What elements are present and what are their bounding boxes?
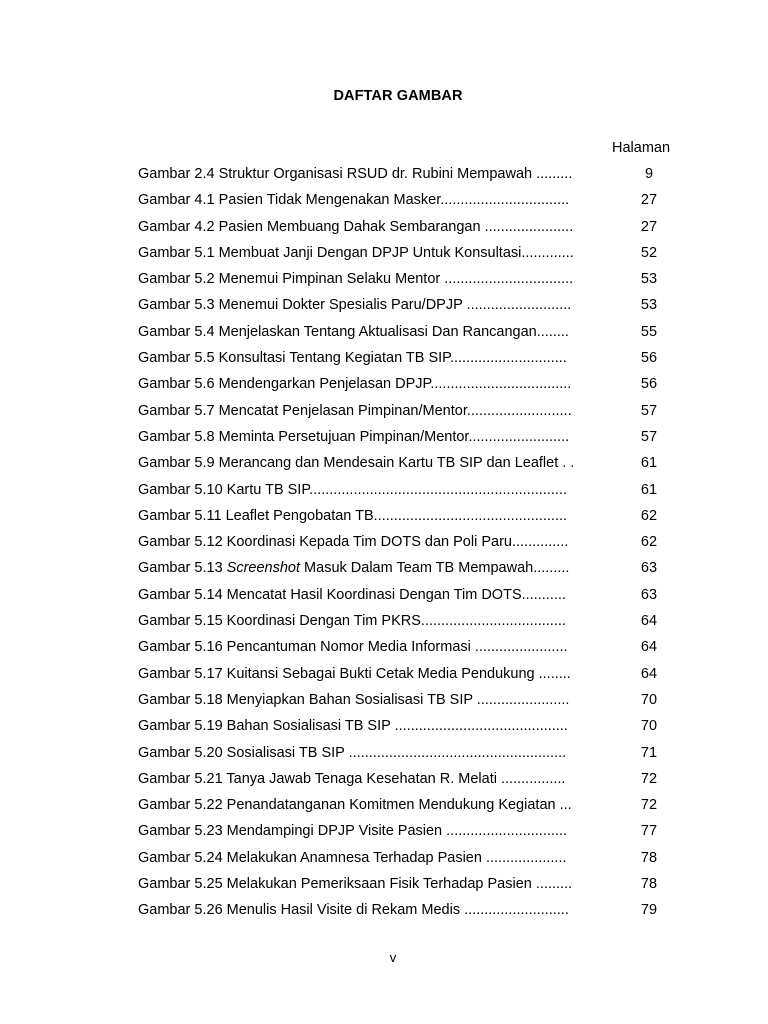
list-item bbox=[138, 688, 678, 714]
figure-caption-text: Gambar 5.2 Menemui Pimpinan Selaku Mentor ................................ bbox=[138, 271, 574, 288]
figure-caption-text: Gambar 5.15 Koordinasi Dengan Tim PKRS.................................... bbox=[138, 613, 566, 630]
list-item bbox=[138, 662, 678, 688]
list-item bbox=[138, 451, 678, 477]
figure-page-number: 56 bbox=[640, 376, 658, 393]
figure-caption bbox=[138, 188, 604, 212]
figure-page-number: 9 bbox=[644, 166, 654, 182]
figure-caption-text: Gambar 5.25 Melakukan Pemeriksaan Fisik Terhadap Pasien ......... bbox=[138, 876, 573, 893]
figure-page-number: 56 bbox=[640, 350, 658, 367]
figure-caption bbox=[138, 793, 604, 817]
list-item bbox=[138, 583, 678, 609]
list-item bbox=[138, 635, 678, 661]
page-number: v bbox=[389, 950, 397, 965]
list-item bbox=[138, 793, 678, 819]
figure-caption-text: Gambar 5.21 Tanya Jawab Tenaga Kesehatan R. Melati ................ bbox=[138, 770, 566, 787]
list-item bbox=[138, 556, 678, 582]
figure-caption-text: Gambar 5.1 Membuat Janji Dengan DPJP Untuk Konsultasi............. bbox=[138, 244, 574, 261]
list-item bbox=[138, 425, 678, 451]
figure-page-number: 77 bbox=[640, 823, 658, 840]
list-item bbox=[138, 188, 678, 214]
list-item bbox=[138, 241, 678, 267]
list-item bbox=[138, 819, 678, 845]
figure-caption bbox=[138, 662, 604, 686]
figure-caption bbox=[138, 846, 604, 870]
figure-page-number: 27 bbox=[640, 192, 658, 209]
figure-caption-text: Gambar 5.9 Merancang dan Mendesain Kartu TB SIP dan Leaflet . . bbox=[138, 455, 575, 472]
figure-caption bbox=[138, 714, 604, 738]
list-item bbox=[138, 741, 678, 767]
figure-caption-text: Masuk Dalam Team TB Mempawah......... bbox=[300, 560, 570, 577]
figure-page-number: 63 bbox=[640, 586, 658, 603]
figure-caption-text: Gambar 5.7 Mencatat Penjelasan Pimpinan/Mentor.......................... bbox=[138, 402, 572, 419]
figure-page-number: 57 bbox=[640, 428, 658, 445]
list-item bbox=[138, 162, 678, 188]
figure-page-number: 78 bbox=[640, 876, 658, 893]
figure-caption bbox=[138, 162, 604, 186]
figure-page-number: 27 bbox=[640, 218, 658, 235]
figure-caption-text: Gambar 5.10 Kartu TB SIP................................................................ bbox=[138, 481, 567, 498]
figure-page-number: 61 bbox=[640, 481, 658, 498]
figure-page-number: 78 bbox=[640, 849, 658, 866]
figure-page-number: 53 bbox=[640, 271, 658, 288]
figure-page-number: 70 bbox=[640, 718, 658, 735]
figure-list bbox=[138, 162, 678, 925]
figure-caption-text: Gambar 5.17 Kuitansi Sebagai Bukti Cetak Media Pendukung ........ bbox=[138, 665, 571, 682]
figure-page-number: 62 bbox=[640, 507, 658, 524]
figure-caption bbox=[138, 583, 604, 607]
figure-caption-text: Gambar 5.3 Menemui Dokter Spesialis Paru/DPJP .......................... bbox=[138, 297, 572, 314]
figure-caption bbox=[138, 346, 604, 370]
figure-caption-text: Gambar 5.23 Mendampingi DPJP Visite Pasien .............................. bbox=[138, 823, 568, 840]
figure-caption bbox=[138, 425, 604, 449]
figure-caption bbox=[138, 372, 604, 396]
figure-caption-text: Gambar 2.4 Struktur Organisasi RSUD dr. Rubini Mempawah ......... bbox=[138, 166, 573, 182]
figure-caption bbox=[138, 556, 604, 580]
figure-caption-text: Gambar 5.24 Melakukan Anamnesa Terhadap Pasien .................... bbox=[138, 849, 567, 866]
figure-caption bbox=[138, 635, 604, 659]
figure-page-number: 53 bbox=[640, 297, 658, 314]
figure-page-number: 62 bbox=[640, 534, 658, 551]
figure-caption-text: Gambar 5.19 Bahan Sosialisasi TB SIP ........................................... bbox=[138, 718, 568, 735]
list-item bbox=[138, 267, 678, 293]
figure-page-number: 64 bbox=[640, 639, 658, 656]
figure-caption bbox=[138, 241, 604, 265]
figure-caption bbox=[138, 530, 604, 554]
figure-caption bbox=[138, 451, 604, 475]
figure-page-number: 57 bbox=[640, 402, 658, 419]
figure-caption-text: Gambar 5.22 Penandatanganan Komitmen Mendukung Kegiatan ... bbox=[138, 797, 572, 814]
figure-caption bbox=[138, 688, 604, 712]
figure-page-number: 70 bbox=[640, 691, 658, 708]
figure-page-number: 61 bbox=[640, 455, 658, 472]
figure-caption-text: Gambar 5.6 Mendengarkan Penjelasan DPJP................................... bbox=[138, 376, 572, 393]
figure-caption-text: Gambar 5.5 Konsultasi Tentang Kegiatan TB SIP............................. bbox=[138, 350, 567, 367]
figure-page-number: 52 bbox=[640, 244, 658, 261]
figure-caption-text: Gambar 5.12 Koordinasi Kepada Tim DOTS dan Poli Paru.............. bbox=[138, 534, 569, 551]
figure-caption-text: Gambar 5.16 Pencantuman Nomor Media Informasi ....................... bbox=[138, 639, 568, 656]
figure-caption-text: Gambar 5.4 Menjelaskan Tentang Aktualisasi Dan Rancangan........ bbox=[138, 323, 569, 340]
figure-caption-text: Gambar 5.26 Menulis Hasil Visite di Rekam Medis .......................... bbox=[138, 902, 569, 919]
figure-page-number: 79 bbox=[640, 902, 658, 919]
figure-page-number: 55 bbox=[640, 323, 658, 340]
list-item bbox=[138, 504, 678, 530]
figure-caption bbox=[138, 267, 604, 291]
figure-caption bbox=[138, 898, 604, 922]
list-item bbox=[138, 372, 678, 398]
figure-caption-text: Gambar 5.13 bbox=[138, 560, 227, 577]
figure-caption-text: Gambar 4.1 Pasien Tidak Mengenakan Masker................................ bbox=[138, 192, 570, 209]
figure-page-number: 64 bbox=[640, 665, 658, 682]
list-item bbox=[138, 714, 678, 740]
figure-caption bbox=[138, 819, 604, 843]
list-item bbox=[138, 478, 678, 504]
figure-page-number: 63 bbox=[640, 560, 658, 577]
figure-page-number: 72 bbox=[640, 770, 658, 787]
list-item bbox=[138, 898, 678, 924]
list-item bbox=[138, 530, 678, 556]
figure-page-number: 72 bbox=[640, 797, 658, 814]
figure-caption bbox=[138, 609, 604, 633]
figure-caption bbox=[138, 767, 604, 791]
list-item bbox=[138, 320, 678, 346]
list-item bbox=[138, 767, 678, 793]
figure-caption-text: Gambar 5.8 Meminta Persetujuan Pimpinan/Mentor......................... bbox=[138, 428, 570, 445]
figure-caption-text: Gambar 5.18 Menyiapkan Bahan Sosialisasi TB SIP ....................... bbox=[138, 691, 570, 708]
list-item bbox=[138, 399, 678, 425]
list-item bbox=[138, 872, 678, 898]
figure-page-number: 64 bbox=[640, 613, 658, 630]
figure-caption bbox=[138, 872, 604, 896]
list-item bbox=[138, 293, 678, 319]
list-item bbox=[138, 215, 678, 241]
figure-caption bbox=[138, 478, 604, 502]
figure-caption-text: Gambar 4.2 Pasien Membuang Dahak Sembarangan ...................... bbox=[138, 218, 574, 235]
list-item bbox=[138, 846, 678, 872]
figure-page-number: 71 bbox=[640, 744, 658, 761]
list-item bbox=[138, 346, 678, 372]
figure-caption bbox=[138, 399, 604, 423]
figure-caption bbox=[138, 741, 604, 765]
figure-caption-text: Gambar 5.20 Sosialisasi TB SIP ...................................................... bbox=[138, 744, 567, 761]
figure-caption bbox=[138, 504, 604, 528]
figure-caption-italic: Screenshot bbox=[226, 560, 301, 577]
page-column-header: Halaman bbox=[612, 140, 671, 156]
figure-caption-text: Gambar 5.11 Leaflet Pengobatan TB................................................ bbox=[138, 507, 568, 524]
figure-caption bbox=[138, 293, 604, 317]
figure-caption-text: Gambar 5.14 Mencatat Hasil Koordinasi Dengan Tim DOTS........... bbox=[138, 586, 566, 603]
figure-caption bbox=[138, 320, 604, 344]
list-item bbox=[138, 609, 678, 635]
figure-caption bbox=[138, 215, 604, 239]
page-title: DAFTAR GAMBAR bbox=[333, 88, 463, 104]
